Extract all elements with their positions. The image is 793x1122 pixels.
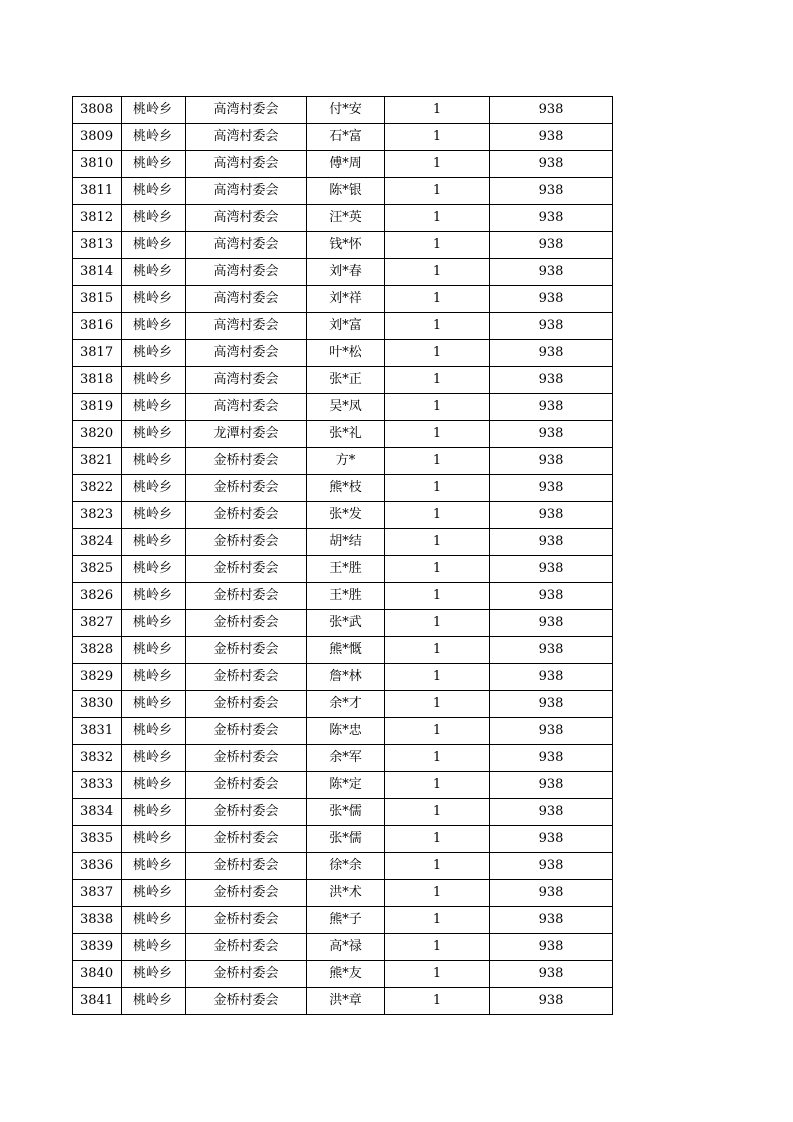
cell-town: 桃岭乡	[122, 961, 186, 988]
cell-town: 桃岭乡	[122, 610, 186, 637]
cell-village: 金桥村委会	[186, 745, 307, 772]
cell-id: 3819	[73, 394, 122, 421]
table-row	[73, 232, 613, 259]
cell-id: 3830	[73, 691, 122, 718]
cell-count: 1	[385, 853, 490, 880]
cell-village: 高湾村委会	[186, 259, 307, 286]
table-row	[73, 745, 613, 772]
cell-village: 金桥村委会	[186, 799, 307, 826]
cell-village: 金桥村委会	[186, 610, 307, 637]
cell-id: 3817	[73, 340, 122, 367]
cell-name: 胡*结	[307, 529, 385, 556]
cell-amount: 938	[490, 637, 613, 664]
cell-count: 1	[385, 772, 490, 799]
cell-count: 1	[385, 961, 490, 988]
cell-id: 3820	[73, 421, 122, 448]
cell-count: 1	[385, 583, 490, 610]
cell-town: 桃岭乡	[122, 907, 186, 934]
cell-id: 3827	[73, 610, 122, 637]
cell-count: 1	[385, 340, 490, 367]
table-body	[73, 97, 613, 1015]
cell-town: 桃岭乡	[122, 394, 186, 421]
cell-name: 熊*子	[307, 907, 385, 934]
cell-count: 1	[385, 799, 490, 826]
cell-town: 桃岭乡	[122, 178, 186, 205]
cell-name: 张*武	[307, 610, 385, 637]
cell-town: 桃岭乡	[122, 448, 186, 475]
table-row	[73, 961, 613, 988]
cell-amount: 938	[490, 286, 613, 313]
cell-id: 3840	[73, 961, 122, 988]
cell-village: 金桥村委会	[186, 664, 307, 691]
cell-amount: 938	[490, 610, 613, 637]
cell-count: 1	[385, 637, 490, 664]
cell-name: 詹*林	[307, 664, 385, 691]
cell-name: 高*禄	[307, 934, 385, 961]
subsidy-table-container	[72, 96, 613, 1015]
cell-count: 1	[385, 880, 490, 907]
cell-village: 金桥村委会	[186, 961, 307, 988]
cell-id: 3838	[73, 907, 122, 934]
cell-village: 高湾村委会	[186, 178, 307, 205]
table-row	[73, 691, 613, 718]
cell-amount: 938	[490, 988, 613, 1015]
cell-town: 桃岭乡	[122, 718, 186, 745]
cell-village: 金桥村委会	[186, 772, 307, 799]
cell-name: 陈*定	[307, 772, 385, 799]
cell-id: 3811	[73, 178, 122, 205]
cell-count: 1	[385, 907, 490, 934]
cell-amount: 938	[490, 529, 613, 556]
cell-name: 石*富	[307, 124, 385, 151]
cell-town: 桃岭乡	[122, 664, 186, 691]
cell-count: 1	[385, 151, 490, 178]
cell-id: 3815	[73, 286, 122, 313]
cell-village: 高湾村委会	[186, 394, 307, 421]
cell-amount: 938	[490, 745, 613, 772]
cell-name: 方*	[307, 448, 385, 475]
table-row	[73, 124, 613, 151]
cell-village: 金桥村委会	[186, 853, 307, 880]
cell-name: 张*正	[307, 367, 385, 394]
cell-name: 陈*忠	[307, 718, 385, 745]
cell-village: 金桥村委会	[186, 934, 307, 961]
cell-name: 叶*松	[307, 340, 385, 367]
cell-count: 1	[385, 610, 490, 637]
cell-amount: 938	[490, 502, 613, 529]
table-row	[73, 988, 613, 1015]
table-row	[73, 637, 613, 664]
cell-town: 桃岭乡	[122, 502, 186, 529]
cell-name: 刘*富	[307, 313, 385, 340]
cell-amount: 938	[490, 664, 613, 691]
cell-amount: 938	[490, 232, 613, 259]
cell-amount: 938	[490, 313, 613, 340]
table-row	[73, 826, 613, 853]
cell-town: 桃岭乡	[122, 367, 186, 394]
cell-village: 金桥村委会	[186, 583, 307, 610]
cell-count: 1	[385, 988, 490, 1015]
cell-town: 桃岭乡	[122, 286, 186, 313]
cell-id: 3810	[73, 151, 122, 178]
cell-name: 刘*祥	[307, 286, 385, 313]
cell-town: 桃岭乡	[122, 205, 186, 232]
table-row	[73, 502, 613, 529]
cell-id: 3837	[73, 880, 122, 907]
cell-amount: 938	[490, 718, 613, 745]
cell-amount: 938	[490, 961, 613, 988]
table-row	[73, 664, 613, 691]
cell-town: 桃岭乡	[122, 232, 186, 259]
cell-count: 1	[385, 691, 490, 718]
cell-village: 金桥村委会	[186, 556, 307, 583]
cell-id: 3828	[73, 637, 122, 664]
cell-name: 傅*周	[307, 151, 385, 178]
cell-count: 1	[385, 421, 490, 448]
cell-amount: 938	[490, 799, 613, 826]
cell-name: 余*军	[307, 745, 385, 772]
cell-town: 桃岭乡	[122, 799, 186, 826]
cell-town: 桃岭乡	[122, 880, 186, 907]
cell-amount: 938	[490, 448, 613, 475]
cell-count: 1	[385, 745, 490, 772]
cell-amount: 938	[490, 475, 613, 502]
table-row	[73, 313, 613, 340]
cell-amount: 938	[490, 394, 613, 421]
cell-village: 金桥村委会	[186, 529, 307, 556]
cell-amount: 938	[490, 340, 613, 367]
cell-town: 桃岭乡	[122, 826, 186, 853]
cell-count: 1	[385, 556, 490, 583]
cell-amount: 938	[490, 826, 613, 853]
cell-amount: 938	[490, 205, 613, 232]
cell-id: 3824	[73, 529, 122, 556]
cell-village: 高湾村委会	[186, 97, 307, 124]
cell-name: 张*儒	[307, 799, 385, 826]
cell-amount: 938	[490, 853, 613, 880]
cell-village: 金桥村委会	[186, 502, 307, 529]
table-row	[73, 97, 613, 124]
cell-town: 桃岭乡	[122, 340, 186, 367]
cell-town: 桃岭乡	[122, 529, 186, 556]
cell-id: 3825	[73, 556, 122, 583]
cell-name: 陈*银	[307, 178, 385, 205]
cell-town: 桃岭乡	[122, 988, 186, 1015]
table-row	[73, 178, 613, 205]
cell-id: 3814	[73, 259, 122, 286]
cell-town: 桃岭乡	[122, 475, 186, 502]
cell-village: 高湾村委会	[186, 151, 307, 178]
table-row	[73, 934, 613, 961]
cell-id: 3835	[73, 826, 122, 853]
cell-count: 1	[385, 502, 490, 529]
cell-count: 1	[385, 718, 490, 745]
cell-village: 高湾村委会	[186, 205, 307, 232]
cell-town: 桃岭乡	[122, 421, 186, 448]
cell-amount: 938	[490, 907, 613, 934]
cell-count: 1	[385, 934, 490, 961]
cell-id: 3841	[73, 988, 122, 1015]
table-row	[73, 529, 613, 556]
cell-town: 桃岭乡	[122, 853, 186, 880]
table-row	[73, 772, 613, 799]
cell-amount: 938	[490, 691, 613, 718]
cell-town: 桃岭乡	[122, 691, 186, 718]
table-row	[73, 394, 613, 421]
cell-village: 金桥村委会	[186, 475, 307, 502]
cell-name: 张*发	[307, 502, 385, 529]
cell-village: 金桥村委会	[186, 988, 307, 1015]
cell-id: 3832	[73, 745, 122, 772]
cell-count: 1	[385, 529, 490, 556]
cell-id: 3808	[73, 97, 122, 124]
cell-village: 高湾村委会	[186, 340, 307, 367]
cell-town: 桃岭乡	[122, 934, 186, 961]
table-row	[73, 799, 613, 826]
cell-name: 汪*英	[307, 205, 385, 232]
cell-count: 1	[385, 205, 490, 232]
cell-id: 3818	[73, 367, 122, 394]
cell-town: 桃岭乡	[122, 259, 186, 286]
cell-name: 王*胜	[307, 556, 385, 583]
cell-village: 高湾村委会	[186, 124, 307, 151]
cell-name: 熊*枝	[307, 475, 385, 502]
cell-name: 张*礼	[307, 421, 385, 448]
table-row	[73, 853, 613, 880]
cell-amount: 938	[490, 151, 613, 178]
cell-town: 桃岭乡	[122, 583, 186, 610]
cell-count: 1	[385, 232, 490, 259]
cell-name: 熊*友	[307, 961, 385, 988]
cell-village: 金桥村委会	[186, 826, 307, 853]
cell-amount: 938	[490, 367, 613, 394]
table-row	[73, 907, 613, 934]
cell-village: 高湾村委会	[186, 286, 307, 313]
cell-town: 桃岭乡	[122, 772, 186, 799]
cell-village: 高湾村委会	[186, 232, 307, 259]
cell-count: 1	[385, 97, 490, 124]
table-row	[73, 205, 613, 232]
table-row	[73, 367, 613, 394]
cell-id: 3822	[73, 475, 122, 502]
cell-amount: 938	[490, 880, 613, 907]
cell-id: 3821	[73, 448, 122, 475]
cell-id: 3839	[73, 934, 122, 961]
cell-amount: 938	[490, 97, 613, 124]
cell-town: 桃岭乡	[122, 151, 186, 178]
table-row	[73, 259, 613, 286]
cell-amount: 938	[490, 583, 613, 610]
cell-town: 桃岭乡	[122, 97, 186, 124]
cell-village: 高湾村委会	[186, 313, 307, 340]
cell-name: 熊*慨	[307, 637, 385, 664]
cell-count: 1	[385, 124, 490, 151]
table-row	[73, 448, 613, 475]
cell-name: 王*胜	[307, 583, 385, 610]
cell-count: 1	[385, 394, 490, 421]
cell-count: 1	[385, 826, 490, 853]
cell-name: 吴*凤	[307, 394, 385, 421]
cell-amount: 938	[490, 259, 613, 286]
cell-village: 金桥村委会	[186, 448, 307, 475]
cell-town: 桃岭乡	[122, 556, 186, 583]
table-row	[73, 286, 613, 313]
cell-amount: 938	[490, 934, 613, 961]
table-row	[73, 880, 613, 907]
cell-amount: 938	[490, 772, 613, 799]
cell-village: 高湾村委会	[186, 367, 307, 394]
cell-village: 金桥村委会	[186, 880, 307, 907]
table-row	[73, 421, 613, 448]
cell-id: 3812	[73, 205, 122, 232]
cell-name: 余*才	[307, 691, 385, 718]
cell-amount: 938	[490, 124, 613, 151]
cell-id: 3816	[73, 313, 122, 340]
table-row	[73, 610, 613, 637]
cell-id: 3831	[73, 718, 122, 745]
cell-id: 3826	[73, 583, 122, 610]
cell-count: 1	[385, 367, 490, 394]
cell-village: 金桥村委会	[186, 637, 307, 664]
cell-name: 洪*章	[307, 988, 385, 1015]
cell-name: 洪*术	[307, 880, 385, 907]
table-row	[73, 340, 613, 367]
cell-village: 金桥村委会	[186, 907, 307, 934]
cell-name: 刘*春	[307, 259, 385, 286]
cell-village: 金桥村委会	[186, 718, 307, 745]
table-row	[73, 583, 613, 610]
table-row	[73, 475, 613, 502]
cell-town: 桃岭乡	[122, 313, 186, 340]
cell-name: 付*安	[307, 97, 385, 124]
subsidy-table	[72, 96, 613, 1015]
cell-id: 3823	[73, 502, 122, 529]
cell-count: 1	[385, 475, 490, 502]
cell-village: 金桥村委会	[186, 691, 307, 718]
cell-town: 桃岭乡	[122, 124, 186, 151]
cell-id: 3834	[73, 799, 122, 826]
cell-amount: 938	[490, 178, 613, 205]
cell-name: 徐*余	[307, 853, 385, 880]
cell-count: 1	[385, 259, 490, 286]
cell-count: 1	[385, 448, 490, 475]
cell-id: 3829	[73, 664, 122, 691]
cell-id: 3836	[73, 853, 122, 880]
cell-town: 桃岭乡	[122, 637, 186, 664]
cell-amount: 938	[490, 556, 613, 583]
cell-name: 张*儒	[307, 826, 385, 853]
cell-count: 1	[385, 313, 490, 340]
table-row	[73, 718, 613, 745]
cell-count: 1	[385, 286, 490, 313]
table-row	[73, 151, 613, 178]
cell-name: 钱*怀	[307, 232, 385, 259]
table-row	[73, 556, 613, 583]
cell-amount: 938	[490, 421, 613, 448]
cell-count: 1	[385, 664, 490, 691]
cell-town: 桃岭乡	[122, 745, 186, 772]
cell-count: 1	[385, 178, 490, 205]
cell-id: 3833	[73, 772, 122, 799]
cell-id: 3813	[73, 232, 122, 259]
cell-village: 龙潭村委会	[186, 421, 307, 448]
cell-id: 3809	[73, 124, 122, 151]
